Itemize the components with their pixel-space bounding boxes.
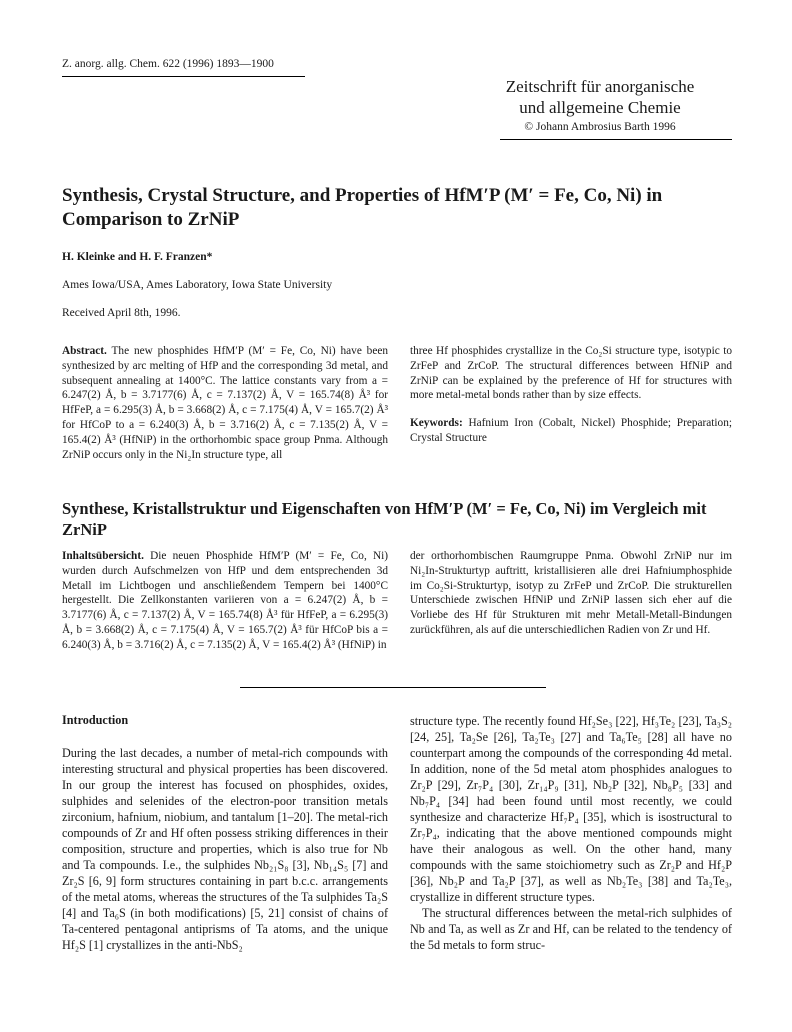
german-summary-label: Inhaltsübersicht. [62,550,144,562]
journal-citation: Z. anorg. allg. Chem. 622 (1996) 1893—1900 [62,58,274,70]
abstract-left-column [62,344,388,462]
article-title: Synthesis, Crystal Structure, and Properties of HfM′P (M′ = Fe, Co, Ni) in Comparison to ZrNiP [62,185,663,230]
german-summary-left-column [62,549,388,653]
masthead-rule [500,139,732,140]
german-summary-text-left: Die neuen Phosphide HfM′P (M′ = Fe, Co, Ni) wurden durch Aufschmelzen von HfP und dem entsprechenden 3d Metall im Lichtbogen und anschließendem Tempern bei 1400°C hergestellt. Die Zellkonstanten variieren von a = 6.247(2) Å, b = 3.7177(6) Å, c = 7.137(2) Å, V = 165.74(8) Å³ für HfFeP, a = 6.295(3) Å, b = 3.668(2) Å, c = 7.175(4) Å, V = 165.7(2) Å³ für HfCoP bis a = 6.240(3) Å, b = 3.716(2) Å, c = 7.135(2) Å, V = 165.4(2) Å³ (HfNiP) in [62,550,389,651]
received-date: Received April 8th, 1996. [62,307,181,319]
introduction-paragraph: The structural differences between the metal-rich sulphides of Nb and Ta, as well as Zr and Hf, can be related to the tendency of the 5d metals to form struc- [410,906,732,952]
abstract-text-right: three Hf phosphides crystallize in the Co₂Si structure type, isotypic to ZrFeP and ZrCoP. The structural differences between HfNiP and ZrNiP can be explained by the preference of Hf for structures with more metal-metal bonds rather than by size effects. [410,345,732,402]
journal-masthead [470,76,730,133]
german-summary-text-right: der orthorhombischen Raumgruppe Pnma. Obwohl ZrNiP nur im Ni₂In-Strukturtyp auftritt, kristallisieren alle drei Hafniumphosphide im Co₂Si-Strukturtyp, isotyp zu ZrFeP und ZrCoP. Die strukturellen Unterschiede zwischen HfNiP und ZrNiP lassen sich eher auf die Vorliebe des Hf für Strukturen mit mehr Metall-Metall-Bindungen zurückführen, als auf die unterschiedlichen Radien von Zr und Hf. [410,550,732,636]
section-separator [240,687,546,688]
introduction-heading: Introduction [62,713,129,727]
author-affiliation: Ames Iowa/USA, Ames Laboratory, Iowa State University [62,279,333,291]
journal-title-line2: und allgemeine Chemie [519,98,681,117]
keywords-text: Hafnium Iron (Cobalt, Nickel) Phosphide; Preparation; Crystal Structure [410,417,732,444]
introduction-right-column [410,713,732,953]
article-authors: H. Kleinke and H. F. Franzen* [62,251,213,263]
citation-rule [62,76,305,77]
journal-title-line1: Zeitschrift für anorganische [505,77,695,96]
abstract-label: Abstract. [62,345,107,357]
abstract-text-left: The new phosphides HfM′P (M′ = Fe, Co, Ni) have been synthesized by arc melting of HfP and the corresponding 3d metal, and subsequent annealing at 1400°C. The lattice constants vary from a = 6.247(2) Å, b = 3.7177(6) Å, c = 7.137(2) Å, V = 165.74(8) Å³ for HfFeP, a = 6.295(3) Å, b = 3.668(2) Å, c = 7.175(4) Å, V = 165.7(2) Å³ for HfCoP to a = 6.240(3) Å, b = 3.716(2) Å, c = 7.135(2) Å, V = 165.4(2) Å³ (HfNiP) in the orthorhombic space group Pnma. Although ZrNiP occurs only in the Ni₂In structure type, all [62,345,389,461]
keywords-label: Keywords: [410,417,463,429]
introduction-paragraph: structure type. The recently found Hf₂Se₃ [22], Hf₃Te₂ [23], Ta₃S₂ [24, 25], Ta₂Se [26], Ta₂Te₃ [27] and Ta₆Te₅ [28] all have no counterpart among the compounds of the corresponding 4d metal. In addition, none of the 5d metal atom phosphides analogues to Zr₂P [29], Zr₇P₄ [30], Zr₁₄P₉ [31], Nb₂P [32], Nb₈P₅ [33] and Nb₇P₄ [34] had been found until most recently, we could synthesize and characterize Hf₇P₄ [35], which is isostructural to Zr₇P₄, indicating that the above mentioned compounds might have their analogous as well. On the other hand, many compounds with the same stoichiometry such as Zr₂P and Hf₂P [36], Nb₂P and Ta₂P [37], as well as Nb₂Te₃ [38] and Ta₂Te₃, crystallize in different structure types. [410,714,732,904]
keywords [410,416,732,446]
introduction-left-column: During the last decades, a number of metal-rich compounds with interesting structural and physical properties has been discovered. In our group the interest has focused on phosphides, oxides, sulphides and selenides of the electron-poor transition metals zirconium, hafnium, niobium, and tantalum [1–20]. The metal-rich compounds of Zr and Hf often possess striking differences in their composition, structure and properties, which is also true for Nb and Ta compounds. I.e., the sulphides Nb₂₁S₈ [3], Nb₁₄S₅ [7] and Zr₂S [6, 9] form structures containing in part b.c.c. arrangements of the metal atoms, whereas the structures of the Ta sulphides Ta₂S [4] and Ta₆S (in both modifications) [5, 21] consist of chains of Ta-centered pentagonal antiprisms of Ta atoms, and the unique Hf₂S [1] crystallizes in the anti-NbS₂ [62,746,388,952]
copyright-notice: © Johann Ambrosius Barth 1996 [524,121,676,133]
german-title: Synthese, Kristallstruktur und Eigenschaften von HfM′P (M′ = Fe, Co, Ni) im Vergleich mit ZrNiP [62,499,707,539]
